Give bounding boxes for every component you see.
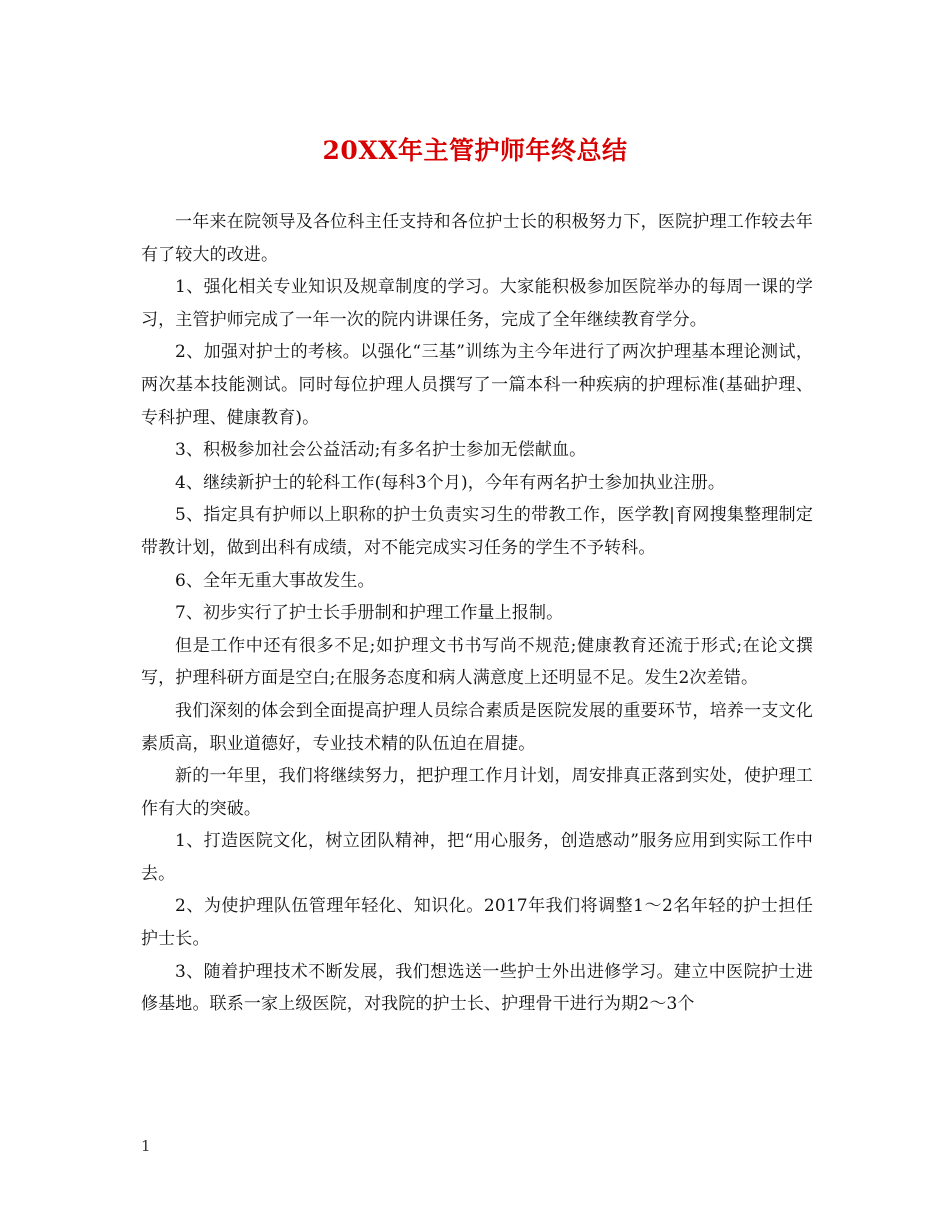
page-number: 1 [141, 1137, 151, 1155]
paragraph-plan-2: 2、为使护理队伍管理年轻化、知识化。2017年我们将调整1～2名年轻的护士担任护士长。 [141, 896, 813, 950]
paragraph-item-3: 3、积极参加社会公益活动;有多名护士参加无偿献血。 [175, 440, 587, 461]
document-title: 20XX年主管护师年终总结 [322, 136, 628, 165]
paragraph-plan-1: 1、打造医院文化，树立团队精神，把“用心服务，创造感动”服务应用到实际工作中去。 [141, 831, 813, 884]
paragraph-new-year: 新的一年里，我们将继续努力，把护理工作月计划，周安排真正落到实处，使护理工作有大的突破。 [141, 766, 813, 819]
paragraph-item-6: 6、全年无重大事故发生。 [175, 570, 375, 591]
paragraph-item-4: 4、继续新护士的轮科工作(每科3个月)，今年有两名护士参加执业注册。 [175, 472, 725, 493]
paragraph-item-7: 7、初步实行了护士长手册制和护理工作量上报制。 [175, 603, 564, 624]
paragraph-reflection: 我们深刻的体会到全面提高护理人员综合素质是医院发展的重要环节，培养一支文化素质高，职业道德好，专业技术精的队伍迫在眉捷。 [141, 700, 813, 754]
paragraph-item-5: 5、指定具有护师以上职称的护士负责实习生的带教工作，医学教|育网搜集整理制定带教计划，做到出科有成绩，对不能完成实习任务的学生不予转科。 [141, 505, 813, 558]
paragraph-intro: 一年来在院领导及各位科主任支持和各位护士长的积极努力下，医院护理工作较去年有了较大的改进。 [141, 212, 813, 265]
paragraph-item-1: 1、强化相关专业知识及规章制度的学习。大家能积极参加医院举办的每周一课的学习，主管护师完成了一年一次的院内讲课任务，完成了全年继续教育学分。 [141, 277, 813, 330]
paragraph-plan-3: 3、随着护理技术不断发展，我们想选送一些护士外出进修学习。建立中医院护士进修基地。联系一家上级医院，对我院的护士长、护理骨干进行为期2～3个 [141, 961, 813, 1015]
paragraph-item-2: 2、加强对护士的考核。以强化“三基”训练为主今年进行了两次护理基本理论测试，两次基本技能测试。同时每位护理人员撰写了一篇本科一种疾病的护理标准(基础护理、专科护理、健康教育)。 [141, 342, 813, 428]
paragraph-shortcomings: 但是工作中还有很多不足;如护理文书书写尚不规范;健康教育还流于形式;在论文撰写，护理科研方面是空白;在服务态度和病人满意度上还明显不足。发生2次差错。 [141, 635, 813, 689]
document-body [141, 206, 813, 1021]
